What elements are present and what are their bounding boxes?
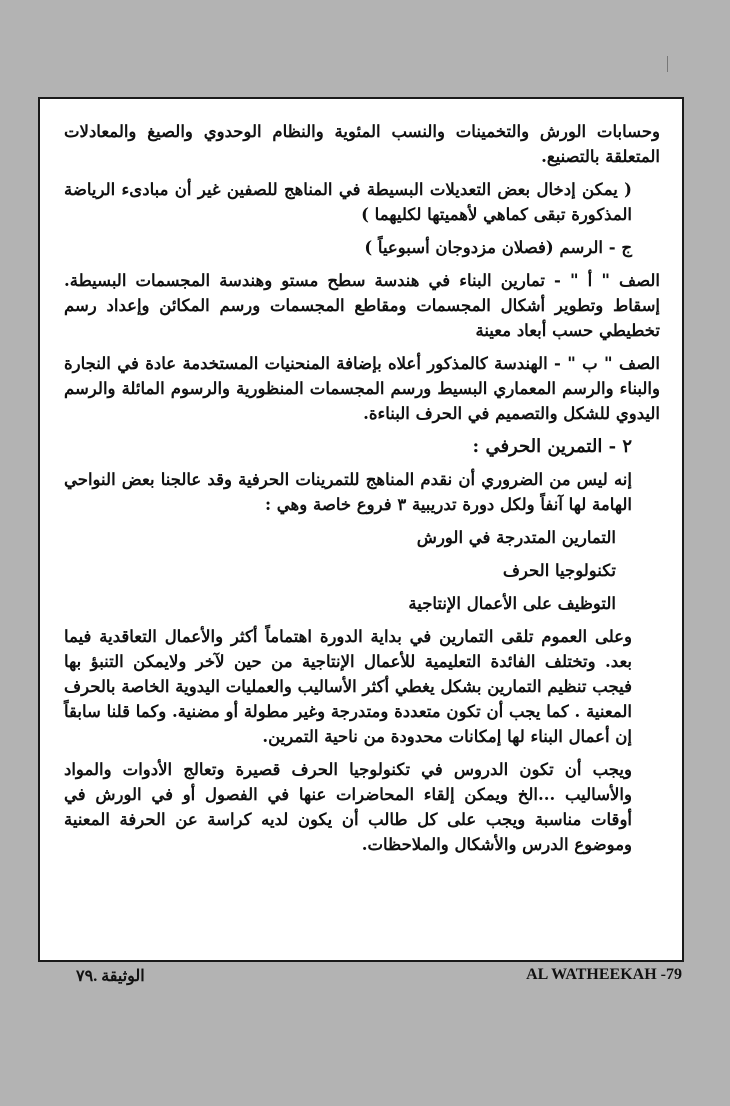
paragraph: ( يمكن إدخال بعض التعديلات البسيطة في المناهج للصفين غير أن مبادىء الرياضة المذكورة تبقى كماهي لأهميتها لكليهما )	[64, 180, 632, 224]
page-content	[64, 119, 660, 865]
page-footer	[38, 966, 684, 992]
scan-mark	[667, 56, 668, 72]
footer-arabic-page-label: الوثيقة .٧٩	[76, 968, 145, 985]
paragraph: وحسابات الورش والتخمينات والنسب المئوية والنظام الوحدوي والصيغ والمعادلات المتعلقة بالتصنيع.	[64, 122, 660, 166]
list-item: تكنولوجيا الحرف	[502, 561, 616, 580]
page-frame	[38, 97, 684, 962]
footer-latin-page-label: AL WATHEEKAH -79	[526, 966, 682, 983]
intro-paragraph: إنه ليس من الضروري أن نقدم المناهج للتمرينات الحرفية وقد عالجنا بعض النواحي الهامة لها آنفاً ولكل دورة تدريبية ٣ فروع خاصة وهي :	[64, 470, 632, 514]
list-item: التوظيف على الأعمال الإنتاجية	[408, 594, 616, 613]
paragraph: ويجب أن تكون الدروس في تكنولوجيا الحرف قصيرة وتعالج الأدوات والمواد والأساليب ...الخ ويمكن إلقاء المحاضرات عنها في الفصول أو في الورش في أوقات مناسبة ويجب على كل طالب أن يكون لديه كراسة عن الحرفة المعنية وموضوع الدرس والأشكال والملاحظات.	[64, 760, 632, 854]
paragraph: الصف " أ " - تمارين البناء في هندسة سطح مستو وهندسة المجسمات البسيطة. إسقاط وتطوير أشكال المجسمات ومقاطع المجسمات ورسم المكائن وإعداد رسم تخطيطي حسب أبعاد معينة	[64, 271, 660, 340]
paragraph: الصف " ب " - الهندسة كالمذكور أعلاه بإضافة المنحنيات المستخدمة عادة في النجارة والبناء والرسم المعماري البسيط ورسم المجسمات المنظورية والرسوم المائلة والرسم اليدوي للشكل والتصميم في الحرف البناءة.	[64, 354, 660, 423]
paragraph: ج - الرسم (فصلان مزدوجان أسبوعياً )	[364, 238, 632, 257]
paragraph: وعلى العموم تلقى التمارين في بداية الدورة اهتماماً أكثر والأعمال التعاقدية فيما بعد. وتختلف الفائدة التعليمية للأعمال الإنتاجية من حين لآخر ولايمكن التنبؤ بها فيجب تنظيم التمارين بشكل يغطي أكثر الأساليب والعمليات اليدوية الخاصة بالحرف المعنية . كما يجب أن تكون متعددة ومتدرجة وغير مطولة أو مضنية. وكما قلنا سابقاً إن أعمال البناء لها إمكانات محدودة من ناحية التمرين.	[64, 627, 632, 746]
list-item: التمارين المتدرجة في الورش	[416, 528, 616, 547]
section-heading: ٢ - التمرين الحرفي :	[472, 436, 632, 457]
